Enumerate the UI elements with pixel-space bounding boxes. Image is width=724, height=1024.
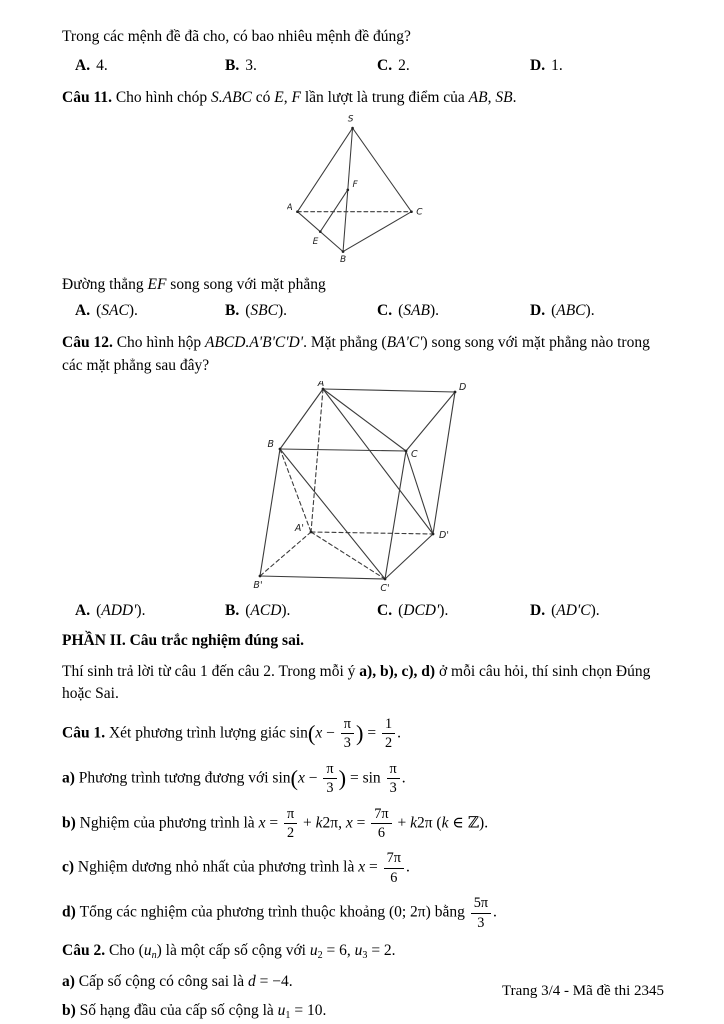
box-diagram	[251, 381, 475, 593]
option-letter: D.	[530, 301, 546, 319]
q11-options	[62, 302, 664, 320]
option-letter: C.	[377, 602, 393, 620]
answer-option	[377, 57, 530, 75]
option-value: (ACD).	[245, 602, 291, 620]
option-letter: B.	[225, 56, 240, 74]
c2-intro: Câu 2. Cho $(u_n)$ là một cấp số cộng với $u_2 = 6$, $u_3 = 2$.	[62, 941, 396, 962]
answer-option	[225, 302, 377, 320]
option-value: 2.	[398, 56, 410, 74]
q11-intro: Câu 11. Cho hình chóp S.ABC có E, F lần lượt là trung điểm của AB, SB.	[62, 88, 517, 106]
option-letter: D.	[530, 602, 546, 620]
option-letter: A.	[75, 602, 91, 620]
q12-intro: Câu 12. Cho hình hộp ABCD.A'B'C'D'. Mặt phẳng (BA'C') song song với mặt phẳng nào trong các mặt phẳng sau đây?	[62, 333, 650, 374]
option-letter: B.	[225, 301, 240, 319]
part2-instructions: Thí sinh trả lời từ câu 1 đến câu 2. Trong mỗi ý a), b), c), d) ở mỗi câu hỏi, thí sinh chọn Đúng hoặc Sai.	[62, 662, 651, 703]
option-value: (ADD').	[96, 602, 146, 620]
option-value: 4.	[96, 56, 108, 74]
vertex-label-f: F	[352, 180, 358, 191]
option-letter: A.	[75, 56, 91, 74]
option-value: (AD'C).	[551, 602, 600, 620]
option-value: (DCD').	[398, 602, 449, 620]
vertex-label-a: A	[317, 381, 325, 390]
vertex-label-s: S	[347, 114, 354, 125]
c2-statement-b: b) Số hạng đầu của cấp số cộng là $u_1 = 10$.	[62, 1002, 327, 1022]
vertex-label-d2: D'	[439, 530, 449, 542]
vertex-label-b: B	[339, 255, 347, 264]
c1-statement-d: d) Tổng các nghiệm của phương trình thuộc khoảng (0; 2π) bằng $\frac{5\pi}{3}$ .	[62, 895, 497, 931]
option-letter: B.	[225, 602, 240, 620]
q12-figure	[62, 381, 664, 598]
option-value: (SBC).	[245, 301, 287, 319]
pyramid-diagram	[287, 111, 439, 263]
answer-option	[225, 602, 377, 620]
answer-option	[75, 602, 225, 620]
vertex-label-d: D	[459, 382, 467, 394]
answer-option	[377, 602, 530, 620]
c1-statement-c: c) Nghiệm dương nhỏ nhất của phương trình là x = $\frac{7\pi}{6}$ .	[62, 850, 410, 886]
option-value: (SAB).	[398, 301, 439, 319]
option-letter: C.	[377, 301, 393, 319]
answer-option	[225, 57, 377, 75]
option-value: (ABC).	[551, 301, 595, 319]
answer-option	[530, 302, 664, 320]
vertex-label-a: A	[287, 203, 293, 214]
option-letter: C.	[377, 56, 393, 74]
page-footer: Trang 3/4 - Mã đề thi 2345	[502, 983, 664, 999]
option-letter: A.	[75, 301, 91, 319]
option-value: 3.	[245, 56, 257, 74]
c2-statement-a: a) Cấp số cộng có công sai là d = −4.	[62, 972, 293, 990]
answer-option	[530, 602, 664, 620]
c1-statement-a: a) Phương trình tương đương với sin(x − $\frac{\pi}{3}$ ) = sin $\frac{\pi}{3}$ .	[62, 760, 406, 797]
q12-options	[62, 602, 664, 620]
answer-option	[75, 302, 225, 320]
vertex-label-c2: C'	[380, 583, 390, 594]
vertex-label-b2: B'	[253, 580, 263, 592]
option-letter: D.	[530, 56, 546, 74]
c1-statement-b: b) Nghiệm của phương trình là x = $\frac{\pi}{2}$ + k2π, x = $\frac{7\pi}{6}$ + k2π (k ∈ ℤ).	[62, 805, 489, 841]
c1-intro: Câu 1. Xét phương trình lượng giác sin(x − $\frac{\pi}{3}$ ) = $\frac{1}{2}$ .	[62, 716, 401, 752]
part2-title: PHẦN II. Câu trắc nghiệm đúng sai.	[62, 632, 304, 650]
vertex-label-b: B	[267, 439, 274, 451]
q11-question: Đường thẳng EF song song với mặt phẳng	[62, 276, 326, 294]
answer-option	[75, 57, 225, 75]
vertex-label-a2: A'	[294, 523, 304, 535]
q10-options	[62, 57, 664, 75]
vertex-label-e: E	[312, 237, 319, 248]
vertex-label-c: C	[416, 207, 423, 218]
vertex-label-c: C	[411, 449, 418, 461]
answer-option	[530, 57, 664, 75]
option-value: 1.	[551, 56, 563, 74]
option-value: (SAC).	[96, 301, 138, 319]
answer-option	[377, 302, 530, 320]
q11-figure	[62, 111, 664, 268]
q10-question: Trong các mệnh đề đã cho, có bao nhiêu mệnh đề đúng?	[62, 28, 411, 45]
